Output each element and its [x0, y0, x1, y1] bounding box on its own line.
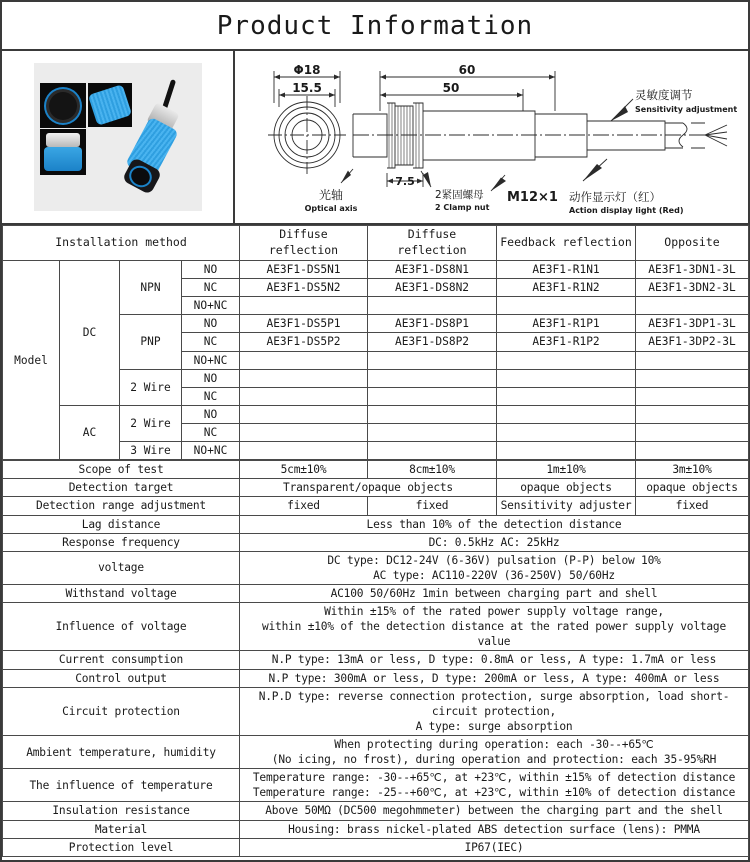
spec-label: Response frequency [3, 533, 240, 551]
spec-row [3, 669, 749, 687]
column-header-1: Diffuse reflection [368, 226, 497, 261]
model-value-cell: AE3F1-3DP2-3L [636, 333, 749, 351]
model-value-cell [240, 351, 368, 369]
column-header-2: Feedback reflection [497, 226, 636, 261]
spec-label: Scope of test [3, 461, 240, 479]
thumbnail-lens-closeup [40, 83, 86, 128]
model-label-cell: Model [3, 261, 60, 460]
dim-nut-length: 7.5 [395, 175, 415, 188]
thumbnail-cable-closeup [40, 129, 86, 175]
model-value-cell: AE3F1-R1P2 [497, 333, 636, 351]
spec-value: 3m±10% [636, 461, 749, 479]
label-sensitivity-cn: 灵敏度调节 [635, 88, 693, 102]
model-row [3, 405, 749, 423]
contact-cell: NO [182, 261, 240, 279]
product-photo [34, 63, 202, 211]
spec-label: Control output [3, 669, 240, 687]
spec-row [3, 603, 749, 651]
spec-table-body [3, 461, 749, 857]
type-cell: 3 Wire [120, 442, 182, 460]
model-value-cell [240, 369, 368, 387]
model-value-cell [368, 297, 497, 315]
spec-row [3, 479, 749, 497]
contact-cell: NO [182, 405, 240, 423]
model-header-row [3, 226, 749, 261]
spec-value: Within ±15% of the rated power supply voltage range, within ±10% of the detection distance at the rated power supply voltage value [240, 603, 749, 651]
model-value-cell [368, 387, 497, 405]
label-optical-axis-en: Optical axis [304, 204, 358, 213]
model-value-cell: AE3F1-DS5N2 [240, 279, 368, 297]
spec-row [3, 769, 749, 802]
model-value-cell [636, 297, 749, 315]
contact-cell: NO+NC [182, 297, 240, 315]
model-value-cell [497, 369, 636, 387]
spec-value: fixed [636, 497, 749, 515]
model-value-cell: AE3F1-DS8N1 [368, 261, 497, 279]
model-value-cell [636, 405, 749, 423]
spec-row [3, 838, 749, 856]
contact-cell: NC [182, 423, 240, 441]
spec-row [3, 820, 749, 838]
model-value-cell [240, 387, 368, 405]
model-value-cell [497, 387, 636, 405]
contact-cell: NO [182, 369, 240, 387]
spec-table [2, 460, 749, 857]
contact-cell: NC [182, 387, 240, 405]
spec-value: N.P.D type: reverse connection protection, surge absorption, load short-circuit protection, A type: surge absorption [240, 687, 749, 735]
spec-value: Temperature range: -30--+65℃, at +23℃, within ±15% of detection distance Temperature range: -25--+60℃, at +23℃, within ±10% of detection distance [240, 769, 749, 802]
model-value-cell: AE3F1-3DN1-3L [636, 261, 749, 279]
model-row [3, 261, 749, 279]
spec-row [3, 497, 749, 515]
model-value-cell: AE3F1-R1N2 [497, 279, 636, 297]
lens-ring-icon [49, 92, 77, 120]
model-value-cell: AE3F1-DS5N1 [240, 261, 368, 279]
model-value-cell: AE3F1-R1P1 [497, 315, 636, 333]
model-value-cell [636, 351, 749, 369]
spec-label: Lag distance [3, 515, 240, 533]
spec-value: AC100 50/60Hz 1min between charging part and shell [240, 584, 749, 602]
spec-value: 1m±10% [497, 461, 636, 479]
model-value-cell [368, 369, 497, 387]
dimension-diagram-cell [235, 51, 748, 223]
spec-value: IP67(IEC) [240, 838, 749, 856]
dim-total-length: 60 [458, 63, 476, 77]
type-cell: 2 Wire [120, 405, 182, 441]
spec-label: Ambient temperature, humidity [3, 735, 240, 768]
spec-value: 8cm±10% [368, 461, 497, 479]
model-value-cell: AE3F1-3DP1-3L [636, 315, 749, 333]
spec-label: Withstand voltage [3, 584, 240, 602]
dimension-drawing [235, 51, 748, 221]
spec-value: opaque objects [636, 479, 749, 497]
label-sensitivity-en: Sensitivity adjustment [635, 105, 738, 114]
model-value-cell [368, 423, 497, 441]
contact-cell: NC [182, 333, 240, 351]
page-title-bar [2, 2, 748, 51]
label-thread: M12×1 [507, 190, 558, 205]
page-title: Product Information [216, 10, 534, 41]
spec-value: opaque objects [497, 479, 636, 497]
spec-row [3, 515, 749, 533]
model-value-cell [497, 423, 636, 441]
model-value-cell [240, 423, 368, 441]
type-cell: NPN [120, 261, 182, 315]
label-optical-axis-cn: 光轴 [318, 188, 344, 202]
label-clamp-nut-en: 2 Clamp nut [435, 203, 490, 212]
model-value-cell: AE3F1-DS5P2 [240, 333, 368, 351]
spec-value: DC: 0.5kHz AC: 25kHz [240, 533, 749, 551]
spec-row [3, 651, 749, 669]
model-value-cell [368, 351, 497, 369]
dim-body-length: 50 [442, 81, 460, 95]
main-sensor-image [120, 79, 190, 199]
model-value-cell [636, 369, 749, 387]
model-value-cell [240, 297, 368, 315]
spec-row [3, 533, 749, 551]
spec-label: The influence of temperature [3, 769, 240, 802]
spec-label: Insulation resistance [3, 802, 240, 820]
spec-label: Detection target [3, 479, 240, 497]
spec-value: Housing: brass nickel-plated ABS detection surface (lens): PMMA [240, 820, 749, 838]
label-action-light-cn: 动作显示灯（红） [569, 190, 661, 204]
spec-value: fixed [368, 497, 497, 515]
model-table-body [3, 226, 749, 460]
spec-value: fixed [240, 497, 368, 515]
model-value-cell: AE3F1-DS5P1 [240, 315, 368, 333]
spec-row [3, 687, 749, 735]
model-table [2, 225, 749, 460]
spec-value: DC type: DC12-24V (6-36V) pulsation (P-P) below 10% AC type: AC110-220V (36-250V) 50/60Hz [240, 551, 749, 584]
contact-cell: NC [182, 279, 240, 297]
silver-cap-shape [46, 133, 80, 147]
spec-value: Above 50MΩ (DC500 megohmmeter) between the charging part and the shell [240, 802, 749, 820]
contact-cell: NO+NC [182, 351, 240, 369]
model-value-cell [636, 423, 749, 441]
type-cell: PNP [120, 315, 182, 369]
spec-value: N.P type: 300mA or less, D type: 200mA or less, A type: 400mA or less [240, 669, 749, 687]
model-value-cell [497, 405, 636, 423]
model-value-cell: AE3F1-DS8N2 [368, 279, 497, 297]
dim-diameter: Φ18 [293, 63, 321, 77]
spec-row [3, 551, 749, 584]
model-value-cell [240, 405, 368, 423]
spec-label: Protection level [3, 838, 240, 856]
model-value-cell: AE3F1-3DN2-3L [636, 279, 749, 297]
spec-value: Transparent/opaque objects [240, 479, 497, 497]
spec-value: 5cm±10% [240, 461, 368, 479]
supply-cell-AC: AC [60, 405, 120, 459]
product-photo-cell [2, 51, 235, 223]
spec-label: Current consumption [3, 651, 240, 669]
spec-label: voltage [3, 551, 240, 584]
dim-width-flat: 15.5 [292, 81, 322, 95]
label-action-light-en: Action display light (Red) [569, 206, 684, 215]
spec-label: Influence of voltage [3, 603, 240, 651]
model-value-cell [240, 442, 368, 460]
type-cell: 2 Wire [120, 369, 182, 405]
blue-body-shape [44, 147, 82, 171]
model-value-cell: AE3F1-DS8P1 [368, 315, 497, 333]
column-header-3: Opposite [636, 226, 749, 261]
media-row [2, 51, 748, 225]
spec-value: Less than 10% of the detection distance [240, 515, 749, 533]
contact-cell: NO [182, 315, 240, 333]
model-value-cell [497, 297, 636, 315]
label-clamp-nut-cn: 2紧固螺母 [435, 189, 484, 201]
spec-value: When protecting during operation: each -30--+65℃ (No icing, no frost), during operation and protection: each 35-95%RH [240, 735, 749, 768]
spec-row [3, 461, 749, 479]
model-value-cell [636, 387, 749, 405]
contact-cell: NO+NC [182, 442, 240, 460]
spec-row [3, 584, 749, 602]
model-value-cell: AE3F1-R1N1 [497, 261, 636, 279]
model-value-cell [368, 405, 497, 423]
installation-method-header: Installation method [3, 226, 240, 261]
model-value-cell [497, 351, 636, 369]
spec-row [3, 735, 749, 768]
spec-label: Material [3, 820, 240, 838]
supply-cell-DC: DC [60, 261, 120, 406]
column-header-0: Diffuse reflection [240, 226, 368, 261]
model-value-cell [497, 442, 636, 460]
spec-value: Sensitivity adjuster [497, 497, 636, 515]
model-value-cell [368, 442, 497, 460]
model-value-cell: AE3F1-DS8P2 [368, 333, 497, 351]
spec-label: Circuit protection [3, 687, 240, 735]
spec-row [3, 802, 749, 820]
spec-label: Detection range adjustment [3, 497, 240, 515]
model-value-cell [636, 442, 749, 460]
spec-value: N.P type: 13mA or less, D type: 0.8mA or less, A type: 1.7mA or less [240, 651, 749, 669]
